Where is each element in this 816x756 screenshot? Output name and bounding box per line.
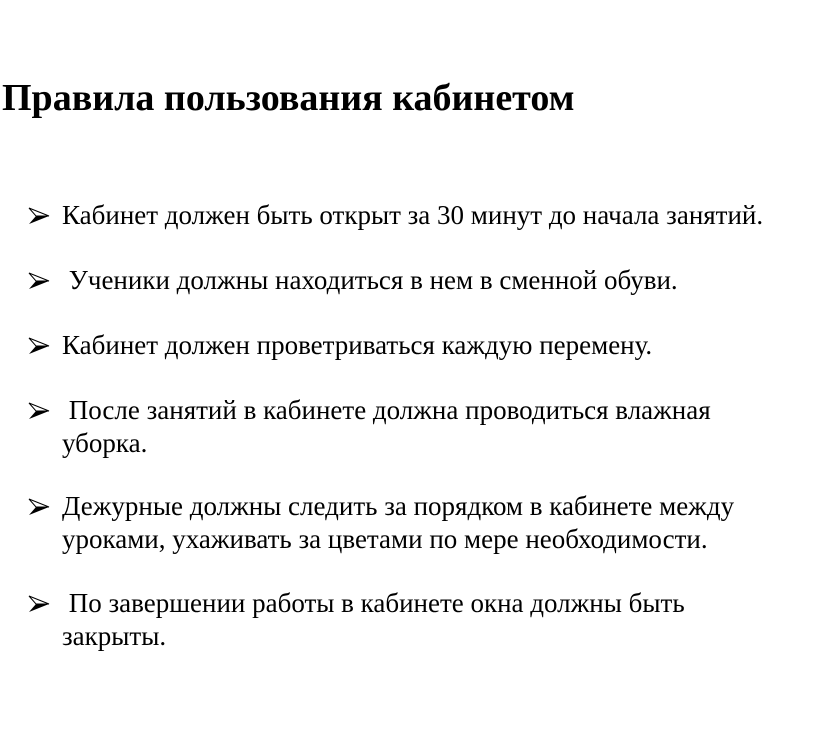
list-item xyxy=(28,587,718,653)
page-title: Правила пользования кабинетом xyxy=(2,77,575,119)
list-item xyxy=(28,490,773,556)
rule-text: Ученики должны находиться в нем в сменной обуви. xyxy=(62,265,678,295)
list-item xyxy=(28,264,798,297)
arrowhead-bullet-icon xyxy=(28,498,50,516)
rule-text: Кабинет должен быть открыт за 30 минут до начала занятий. xyxy=(62,200,764,230)
rule-text: После занятий в кабинете должна проводиться влажная уборка. xyxy=(62,395,718,458)
arrowhead-bullet-icon xyxy=(28,595,50,613)
arrowhead-bullet-icon xyxy=(28,272,50,290)
rule-text: По завершении работы в кабинете окна должны быть закрыты. xyxy=(62,588,692,651)
list-item xyxy=(28,329,798,362)
list-item xyxy=(28,199,798,232)
rule-text: Кабинет должен проветриваться каждую перемену. xyxy=(62,330,653,360)
list-item xyxy=(28,394,758,460)
rule-text: Дежурные должны следить за порядком в кабинете между уроками, ухаживать за цветами по мере необходимости. xyxy=(62,491,735,554)
arrowhead-bullet-icon xyxy=(28,402,50,420)
arrowhead-bullet-icon xyxy=(28,207,50,225)
arrowhead-bullet-icon xyxy=(28,337,50,355)
